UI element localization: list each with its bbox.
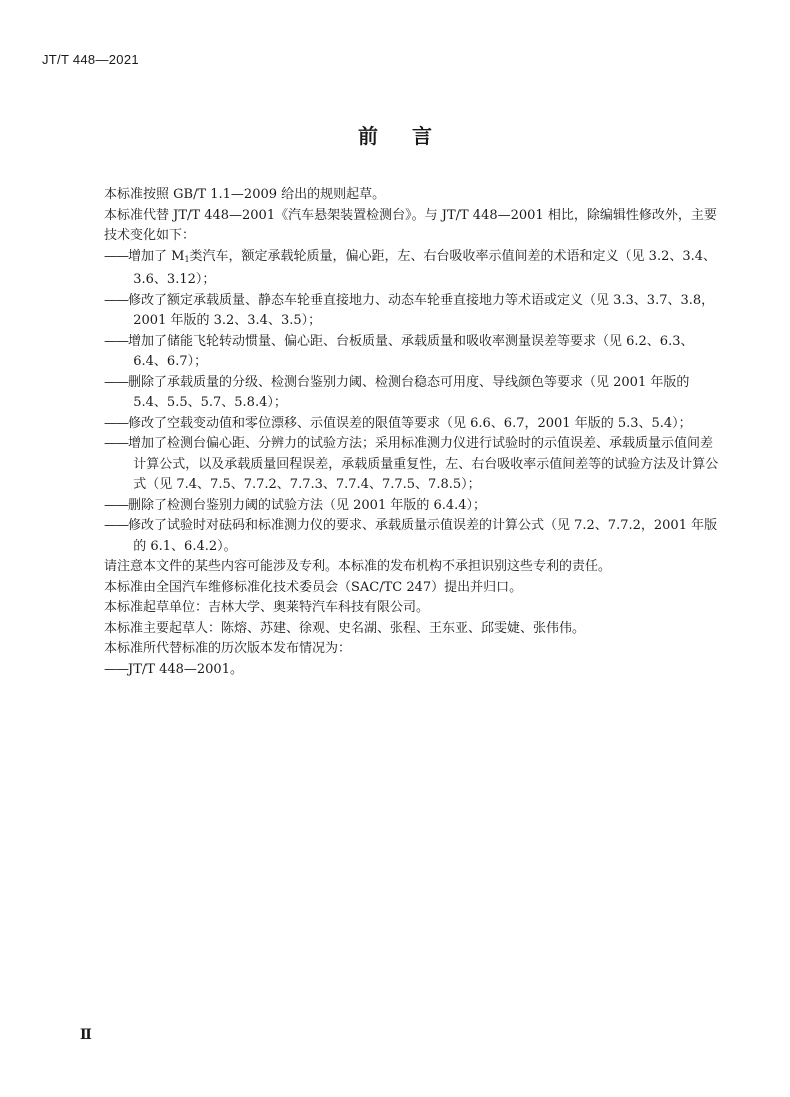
dash-mark: —— [104, 374, 128, 390]
paragraph-patent: 请注意本文件的某些内容可能涉及专利。本标准的发布机构不承担识别这些专利的责任。 [104, 559, 612, 574]
change-item-text: 增加了储能飞轮转动惯量、偏心距、台板质量、承载质量和吸收率测量误差等要求（见 6.2、6.3、6.4、6.7）； [128, 333, 694, 369]
paragraph-replacement: 本标准代替 JT/T 448—2001《汽车悬架装置检测台》。与 JT/T 448—2001 相比，除编辑性修改外，主要技术变化如下： [104, 207, 717, 243]
dash-mark: —— [104, 333, 128, 349]
change-item [104, 291, 724, 332]
paragraph-drafting-rule: 本标准按照 GB/T 1.1—2009 给出的规则起草。 [104, 187, 386, 202]
change-item [104, 496, 724, 517]
change-item [104, 332, 724, 373]
paragraph-drafting-units: 本标准起草单位：吉林大学、奥莱特汽车科技有限公司。 [104, 600, 430, 615]
dash-mark: —— [104, 661, 128, 677]
change-item-text: 修改了试验时对砝码和标准测力仪的要求、承载质量示值误差的计算公式（见 7.2、7.7.2，2001 年版的 6.1、6.4.2）。 [128, 518, 718, 554]
subscript: 1 [184, 254, 190, 264]
change-item-text: 修改了空载变动值和零位漂移、示值误差的限值等要求（见 6.6、6.7，2001 年版的 5.3、5.4）； [128, 415, 692, 431]
dash-mark: —— [104, 415, 128, 431]
history-item-text: JT/T 448—2001。 [128, 661, 243, 677]
standard-code: JT/T 448—2021 [42, 52, 139, 67]
foreword-body [104, 185, 724, 680]
change-item [104, 373, 724, 414]
dash-mark: —— [104, 292, 128, 308]
change-item-text: 修改了额定承载质量、静态车轮垂直接地力、动态车轮垂直接地力等术语或定义（见 3.3、3.7、3.8，2001 年版的 3.2、3.4、3.5）； [128, 292, 715, 328]
paragraph-drafters: 本标准主要起草人：陈熔、苏建、徐观、史名湖、张程、王东亚、邱雯婕、张伟伟。 [104, 620, 586, 636]
paragraph-history: 本标准所代替标准的历次版本发布情况为： [104, 641, 352, 656]
change-item [104, 414, 724, 435]
dash-mark: —— [104, 248, 128, 264]
change-item-text: 删除了检测台鉴别力阈的试验方法（见 2001 年版的 6.4.4）； [128, 497, 487, 513]
dash-mark: —— [104, 497, 128, 513]
page-title: 前言 [358, 124, 466, 148]
change-item-text: 删除了承载质量的分级、检测台鉴别力阈、检测台稳态可用度、导线颜色等要求（见 2001 年版的 5.4、5.5、5.7、5.8.4）； [128, 374, 690, 410]
change-item [104, 516, 724, 557]
dash-mark: —— [104, 518, 128, 533]
history-item [104, 660, 724, 681]
paragraph-proposer: 本标准由全国汽车维修标准化技术委员会（SAC/TC 247）提出并归口。 [104, 579, 523, 595]
change-item-text: 增加了检测台偏心距、分辨力的试验方法；采用标准测力仪进行试验时的示值误差、承载质量示值间差计算公式，以及承载质量回程误差，承载质量重复性，左、右台吸收率示值间差等的试验方法及计算公式（见 7.4、7.5、7.7.2、7.7.3、7.7.4、7.7.5、7.8.5）； [128, 436, 719, 492]
change-item-text: 类汽车，额定承载轮质量，偏心距，左、右台吸收率示值间差的术语和定义（见 3.2、3.4、3.6、3.12）； [133, 248, 717, 287]
change-item [104, 247, 724, 291]
page-number: Ⅱ [80, 1027, 92, 1043]
dash-mark: —— [104, 436, 128, 451]
change-item [104, 434, 724, 496]
change-item-text: 增加了 M [128, 248, 185, 264]
